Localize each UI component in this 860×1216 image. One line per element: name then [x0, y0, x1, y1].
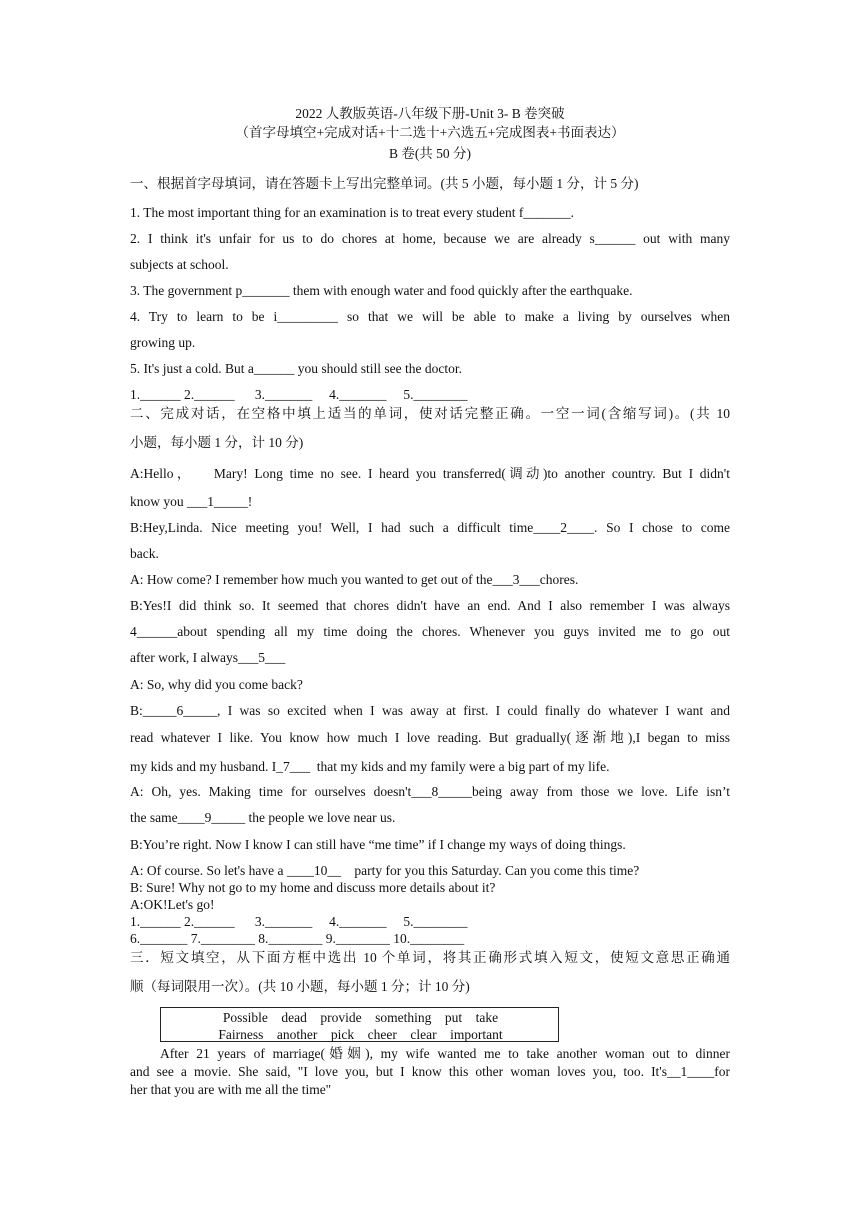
section3-heading: 三．短文填空，从下面方框中选出 10 个单词，将其正确形式填入短文，使短文意思正确通 [130, 950, 730, 965]
section3-heading: 顺（每词限用一次）。(共 10 小题，每小题 1 分；计 10 分) [130, 979, 470, 994]
section1-line: subjects at school. [130, 257, 229, 272]
section1-line: growing up. [130, 335, 196, 350]
section2-answer-line: 6._______ 7.________ 8.________ 9.________ 10.________ [130, 931, 465, 946]
dialogue-line: A: Oh, yes. Making time for ourselves doesn't___8_____being away from those we love. Life isn’t [130, 784, 730, 799]
dialogue-line: B:_____6_____, I was so excited when I was away at first. I could finally do whatever I want and [130, 703, 730, 718]
dialogue-line: A: How come? I remember how much you wanted to get out of the___3___chores. [130, 572, 579, 587]
section1-answer-line: 1.______ 2.______ 3._______ 4._______ 5.________ [130, 387, 468, 402]
dialogue-line: the same____9_____ the people we love near us. [130, 810, 396, 825]
word-box-row: Possible dead provide something put take [222, 1010, 499, 1025]
exam-subtitle: （首字母填空+完成对话+十二选十+六选五+完成图表+书面表达） [235, 125, 625, 140]
section2-heading: 小题，每小题 1 分，计 10 分) [130, 435, 304, 450]
passage-line: After 21 years of marriage(婚姻), my wife wanted me to take another woman out to dinner [160, 1046, 730, 1061]
dialogue-line: read whatever I like. You know how much I love reading. But gradually(逐渐地),I began to miss [130, 730, 730, 745]
exam-title: 2022 人教版英语-八年级下册-Unit 3- B 卷突破 [295, 106, 565, 121]
dialogue-line: A:OK!Let's go! [130, 897, 215, 912]
dialogue-line: B: Sure! Why not go to my home and discuss more details about it? [130, 880, 496, 895]
dialogue-line: my kids and my husband. I_7___ that my kids and my family were a big part of my life. [130, 759, 610, 774]
dialogue-line: A: So, why did you come back? [130, 677, 303, 692]
section1-line: 1. The most important thing for an examination is to treat every student f_______. [130, 205, 575, 220]
section1-line: 5. It's just a cold. But a______ you should still see the doctor. [130, 361, 463, 376]
section1-line: 3. The government p_______ them with enough water and food quickly after the earthquake. [130, 283, 633, 298]
dialogue-line: know you ___1_____! [130, 494, 253, 509]
passage-line: and see a movie. She said, "I love you, but I know this other woman loves you, too. It's__1____for [130, 1064, 730, 1079]
section1-line: 2. I think it's unfair for us to do chores at home, because we are already s______ out with many [130, 231, 730, 246]
dialogue-line: B:Hey,Linda. Nice meeting you! Well, I had such a difficult time____2____. So I chose to come [130, 520, 730, 535]
section2-heading: 二、完成对话，在空格中填上适当的单词，使对话完整正确。一空一词(含缩写词)。(共 10 [130, 406, 730, 421]
dialogue-line: B:You’re right. Now I know I can still have “me time” if I change my ways of doing things. [130, 837, 626, 852]
word-box [160, 1007, 559, 1042]
dialogue-line: back. [130, 546, 159, 561]
dialogue-line: after work, I always___5___ [130, 650, 286, 665]
dialogue-line: B:Yes!I did think so. It seemed that chores didn't have an end. And I also remember I was always [130, 598, 730, 613]
dialogue-line: 4______about spending all my time doing the chores. Whenever you guys invited me to go out [130, 624, 730, 639]
section2-answer-line: 1.______ 2.______ 3._______ 4._______ 5.________ [130, 914, 468, 929]
dialogue-line: A: Of course. So let's have a ____10__ party for you this Saturday. Can you come this time? [130, 863, 640, 878]
word-box-row: Fairness another pick cheer clear important [218, 1027, 503, 1042]
section1-heading: 一、根据首字母填词，请在答题卡上写出完整单词。(共 5 小题，每小题 1 分，计 5 分) [130, 176, 639, 191]
section1-line: 4. Try to learn to be i_________ so that we will be able to make a living by ourselves when [130, 309, 730, 324]
paper-label: B 卷(共 50 分) [388, 146, 472, 161]
passage-line: her that you are with me all the time" [130, 1082, 332, 1097]
dialogue-line: A:Hello， Mary! Long time no see. I heard you transferred(调动)to another country. But I didn't [130, 466, 730, 481]
